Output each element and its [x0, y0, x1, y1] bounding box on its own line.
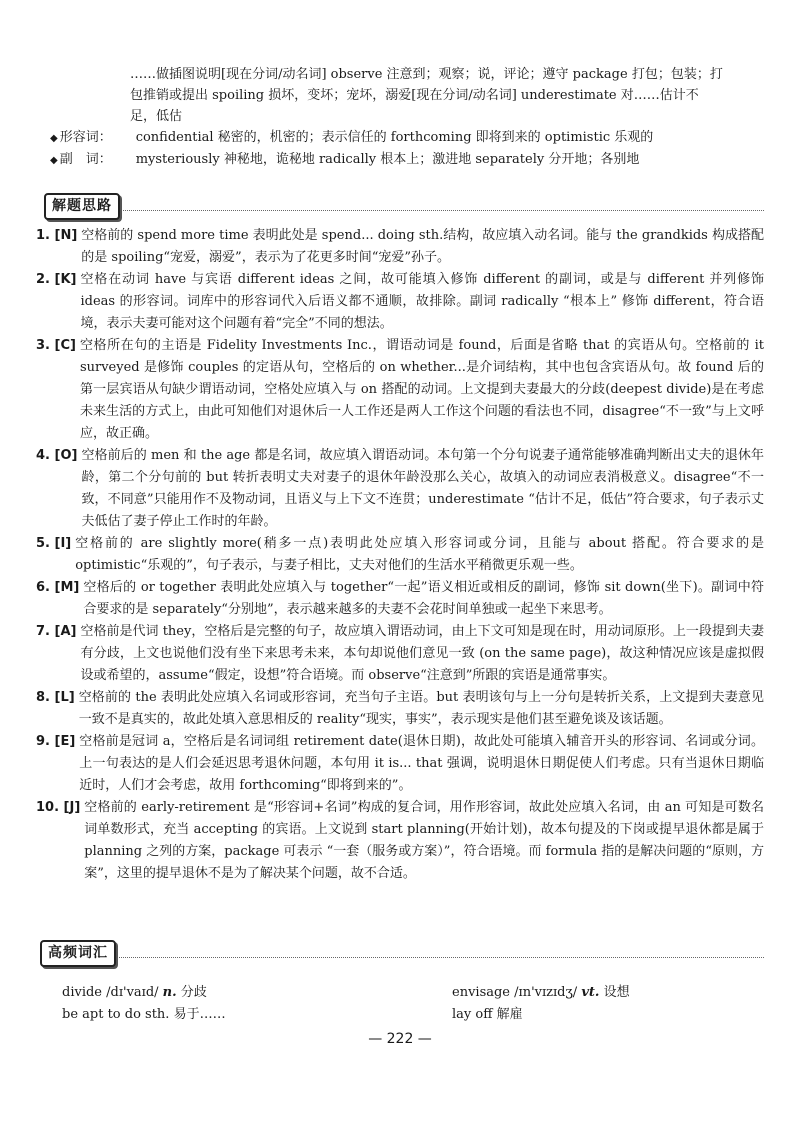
vocab-line: ……做插图说明[现在分词/动名词] observe 注意到；观察；说，评论；遵守 package 打包；包装；打 — [130, 67, 723, 82]
adverb-row — [50, 149, 762, 171]
answer-text: 空格前的 spend more time 表明此处是 spend... doing sth.结构，故应填入动名词。能与 the grandkids 构成搭配的是 spoiling“宠爱，溺爱”，表示为了花更多时间“宠爱”孙子。 — [81, 228, 764, 265]
meaning: 分歧 — [180, 985, 207, 1000]
section-divider — [112, 957, 764, 958]
answer-text: 空格在动词 have 与宾语 different ideas 之间，故可能填入修饰 different 的副词，或是与 different 并列修饰 ideas 的形容词。词库中的形容词代入后语义都不通顺，故排除。副词 radically “根本上” 修饰 different，符合语境，表示夫妻可能对这个问题有着“完全”不同的想法。 — [80, 272, 764, 331]
word-entry — [62, 982, 207, 1004]
part-of-speech: vt. — [581, 985, 600, 1000]
answer-text: 空格前是代词 they，空格后是完整的句子，故应填入谓语动词，由上下文可知是现在时，用动词原形。上一段提到夫妻有分歧，上文也说他们没有坐下来思考未来，本句却说他们意见一致 (on the same page)，故这种情况应该是虚拟假设或希望的，assume“假定，设想”符合语境。而 observe“注意到”所跟的宾语是通常事实。 — [80, 624, 764, 683]
word: divide — [62, 985, 102, 1000]
answer-number: 8. [L] — [36, 690, 75, 705]
word: lay off — [452, 1007, 493, 1022]
word: envisage — [452, 985, 511, 1000]
answer-number: 1. [N] — [36, 228, 78, 243]
answer-text: 空格前的 are slightly more(稍多一点)表明此处应填入形容词或分词，且能与 about 搭配。符合要求的是 optimistic“乐观的”，句子表示，与妻子相比，丈夫对他们的生活水平稍微更乐观一些。 — [75, 536, 764, 573]
meaning: 解雇 — [496, 1007, 523, 1022]
section-divider — [110, 210, 764, 211]
answer-item — [36, 335, 764, 445]
answer-text: 空格前后的 men 和 the age 都是名词，故应填入谓语动词。本句第一个分句说妻子通常能够准确判断出丈夫的退休年龄，第二个分句前的 but 转折表明丈夫对妻子的退休年龄没那么关心，故填入的动词应表消极意义。disagree“不一致，不同意”只能用作不及物动词，且语义与上下文不连贯；underestimate “估计不足，低估”符合要求，句子表示丈夫低估了妻子停止工作时的年龄。 — [81, 448, 764, 529]
answer-number: 2. [K] — [36, 272, 77, 287]
answer-item — [36, 621, 764, 687]
vocab-line: 包推销或提出 spoiling 损坏，变坏；宠坏，溺爱[现在分词/动名词] underestimate 对……估计不 — [130, 88, 699, 103]
answer-text: 空格前的 the 表明此处应填入名词或形容词，充当句子主语。but 表明该句与上一分句是转折关系，上文提到夫妻意见一致不是真实的，故此处填入意思相反的 reality“现实，事实”，表示现实是他们甚至避免谈及该话题。 — [78, 690, 764, 727]
answer-item — [36, 533, 764, 577]
answer-text: 空格后的 or together 表明此处应填入与 together“一起”语义相近或相反的副词，修饰 sit down(坐下)。副词中符合要求的是 separately“分别地”，表示越来越多的夫妻不会花时间单独或一起坐下来思考。 — [83, 580, 764, 617]
diamond-bullet-icon: ◆ — [50, 133, 58, 144]
word-entry — [452, 982, 630, 1004]
diamond-bullet-icon: ◆ — [50, 155, 58, 166]
meaning: 易于…… — [173, 1007, 226, 1022]
adjective-row — [50, 127, 762, 149]
answer-text: 空格前的 early-retirement 是“形容词+名词”构成的复合词，用作形容词，故此处应填入名词，由 an 可知是可数名词单数形式，充当 accepting 的宾语。上文说到 start planning(开始计划)，故本句提及的下岗或提早退休都是属于 planning 之列的方案，package 可表示 “一套（服务或方案）”，符合语境。而 formula 指的是解决问题的“原则，方案”，这里的提早退休不是为了解决某个问题，故不合适。 — [84, 800, 764, 881]
answer-number: 6. [M] — [36, 580, 80, 595]
analysis-heading: 解题思路 — [44, 193, 120, 220]
answer-number: 7. [A] — [36, 624, 77, 639]
answer-text: 空格前是冠词 a，空格后是名词词组 retirement date(退休日期)，故此处可能填入辅音开头的形容词、名词或分词。上一句表达的是人们会延迟思考退休问题，本句用 it is... that 强调，说明退休日期促使人们考虑。只有当退休日期临近时，人们才会考虑，故用 forthcoming“即将到来的”。 — [79, 734, 764, 793]
vocab-line: 足，低估 — [130, 109, 183, 124]
answer-number: 3. [C] — [36, 338, 76, 353]
answer-item — [36, 225, 764, 269]
phonetic: /dɪ'vaɪd/ — [106, 985, 159, 1000]
word: be apt to do sth. — [62, 1007, 170, 1022]
adverb-list: mysteriously 神秘地，诡秘地 radically 根本上；激进地 separately 分开地；各别地 — [135, 152, 640, 167]
answer-number: 9. [E] — [36, 734, 76, 749]
phonetic: /ɪn'vɪzɪdʒ/ — [514, 985, 578, 1000]
adjective-list: confidential 秘密的，机密的；表示信任的 forthcoming 即将到来的 optimistic 乐观的 — [135, 130, 654, 145]
answer-item — [36, 687, 764, 731]
adjective-label: 形容词： — [59, 130, 112, 145]
answer-item — [36, 731, 764, 797]
meaning: 设想 — [603, 985, 630, 1000]
answer-number: 5. [I] — [36, 536, 72, 551]
answer-number: 10. [J] — [36, 800, 81, 815]
word-entry — [62, 1004, 226, 1026]
part-of-speech: n. — [162, 985, 177, 1000]
answer-number: 4. [O] — [36, 448, 78, 463]
answer-list — [36, 225, 764, 885]
word-entry — [452, 1004, 523, 1026]
answer-item — [36, 577, 764, 621]
frequent-words-heading: 高频词汇 — [40, 940, 116, 967]
page-number: — 222 — — [368, 1031, 432, 1047]
answer-item — [36, 797, 764, 885]
answer-text: 空格所在句的主语是 Fidelity Investments Inc.，谓语动词是 found，后面是省略 that 的宾语从句。空格前的 it surveyed 是修饰 couples 的定语从句，空格后的 on whether...是介词结构，其中也包含宾语从句。故 found 后的第一层宾语从句缺少谓语动词，空格处应填入与 on 搭配的动词。上文提到夫妻最大的分歧(deepest divide)是在考虑未来生活的方式上，由此可知他们对退休后一人工作还是两人工作这个问题的看法也不同，disagree“不一致”与上文呼应，故正确。 — [79, 338, 764, 441]
adverb-label: 副 词： — [59, 152, 112, 167]
answer-item — [36, 445, 764, 533]
answer-item — [36, 269, 764, 335]
vocab-block — [50, 64, 762, 171]
